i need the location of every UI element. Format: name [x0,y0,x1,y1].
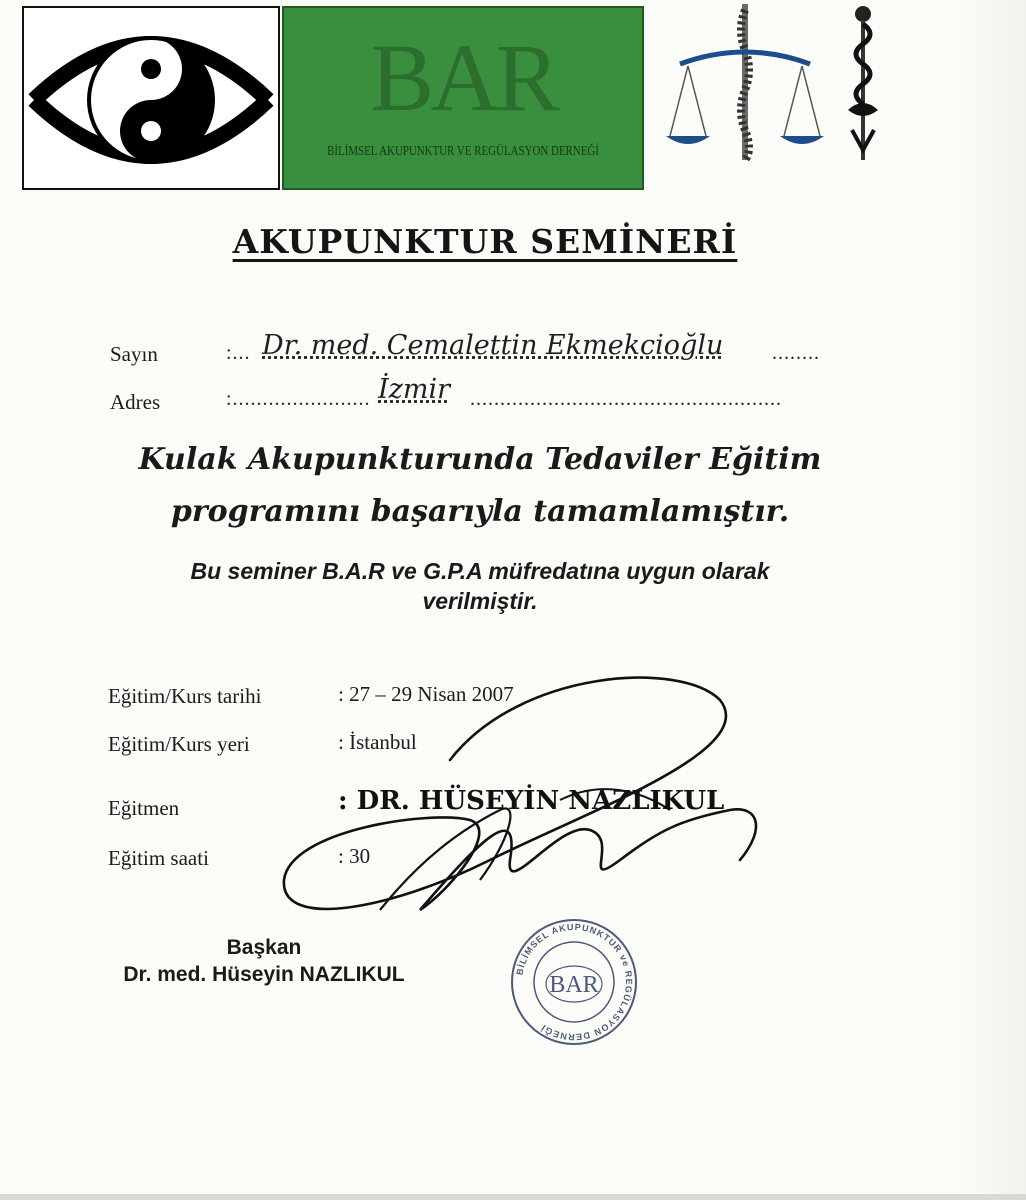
sayin-dots-suffix: ........ [772,342,820,364]
scan-bottom-edge [0,1194,1026,1200]
caduceus-icon [838,0,888,170]
hours-label: Eğitim saati [108,846,209,870]
yin-yang-eye-logo [22,6,280,190]
adres-dots-suffix: .................................................... [470,388,782,410]
president-name: Dr. med. Hüseyin NAZLIKUL [123,963,405,986]
bar-association-logo [282,6,644,190]
sayin-label: Sayın [110,342,158,366]
yin-yang-eye-icon [24,8,278,188]
seal-ring-text: BİLİMSEL AKUPUNKTUR ve REGÜLASYON DERNEĞİ [514,921,635,1043]
date-label: Eğitim/Kurs tarihi [108,684,262,708]
seal-center-text: BAR [549,972,599,998]
signature-scribble [260,660,780,940]
president-title: Başkan [226,936,302,959]
adres-label: Adres [110,390,161,414]
sayin-dots-prefix: :... [226,342,251,364]
association-seal-stamp [508,916,640,1048]
certificate-title: AKUPUNKTUR SEMİNERİ [232,222,738,261]
trainer-value: : DR. HÜSEYİN NAZLIKUL [338,786,725,816]
president-block [104,934,424,988]
place-label: Eğitim/Kurs yeri [108,732,250,756]
association-name: BİLİMSEL AKUPUNKTUR VE REGÜLASYON DERNEĞİ [327,144,599,159]
bar-logo-text: BAR [370,24,556,131]
curriculum-note-line-2: verilmiştir. [422,588,538,614]
hours-value: : 30 [338,844,371,868]
completion-line-2: programını başarıyla tamamlamıştır. [170,494,790,529]
place-value: : İstanbul [338,730,417,754]
recipient-address: İzmir [378,374,451,405]
recipient-name: Dr. med. Cemalettin Ekmekcioğlu [262,330,724,361]
completion-line-1: Kulak Akupunkturunda Tedaviler Eğitim [138,442,822,477]
scan-shadow [956,0,1026,1200]
date-value: : 27 – 29 Nisan 2007 [338,682,514,706]
scales-spine-icon [660,0,830,170]
curriculum-note-line-1: Bu seminer B.A.R ve G.P.A müfredatına uygun olarak [190,558,770,584]
trainer-label: Eğitmen [108,796,180,820]
adres-dots-prefix: :....................... [226,388,371,410]
